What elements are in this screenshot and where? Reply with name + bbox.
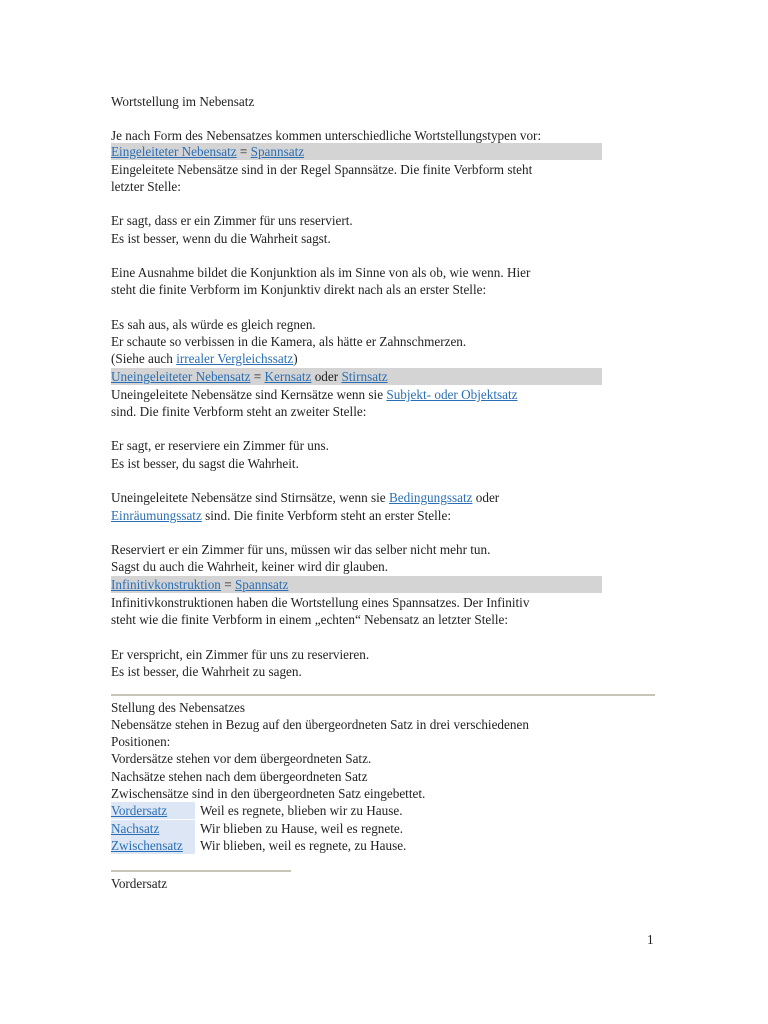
paragraph-line: Vordersätze stehen vor dem übergeordneten Satz.: [111, 751, 372, 766]
table-cell-term: [111, 837, 195, 854]
link-zwischensatz[interactable]: Zwischensatz: [111, 838, 183, 853]
example-sentence: Es ist besser, wenn du die Wahrheit sagst.: [111, 231, 331, 246]
paragraph-line: [111, 489, 499, 506]
paragraph-text: Uneingeleitete Nebensätze sind Stirnsätze, wenn sie: [111, 490, 389, 505]
or-text: oder: [311, 369, 342, 384]
link-eingeleiteter-nebensatz[interactable]: Eingeleiteter Nebensatz: [111, 144, 237, 159]
paragraph-line: Eingeleitete Nebensätze sind in der Regel Spannsätze. Die finite Verbform steht: [111, 162, 533, 177]
section-heading-infinitiv: [111, 576, 602, 593]
paragraph-line: [111, 386, 517, 403]
section-heading-uneingeleitet: [111, 368, 602, 385]
link-irrealer-vergleichssatz[interactable]: irrealer Vergleichssatz: [176, 351, 294, 366]
section-divider: [111, 694, 655, 696]
table-cell-example: Wir blieben zu Hause, weil es regnete.: [200, 821, 404, 836]
example-sentence: Er sagt, dass er ein Zimmer für uns reserviert.: [111, 213, 353, 228]
example-sentence: Reserviert er ein Zimmer für uns, müssen wir das selber nicht mehr tun.: [111, 542, 491, 557]
example-sentence: Er sagt, er reserviere ein Zimmer für uns.: [111, 438, 329, 453]
link-uneingeleiteter-nebensatz[interactable]: Uneingeleiteter Nebensatz: [111, 369, 251, 384]
example-sentence: Er verspricht, ein Zimmer für uns zu reservieren.: [111, 647, 370, 662]
intro-paragraph: Je nach Form des Nebensatzes kommen unterschiedliche Wortstellungstypen vor:: [111, 128, 542, 143]
table-cell-term: [111, 820, 195, 837]
paragraph-line: Infinitivkonstruktionen haben die Wortstellung eines Spannsatzes. Der Infinitiv: [111, 595, 530, 610]
table-cell-example: Wir blieben, weil es regnete, zu Hause.: [200, 838, 407, 853]
page-number: 1: [647, 932, 654, 947]
link-spannsatz-2[interactable]: Spannsatz: [234, 577, 289, 592]
see-also-suffix: ): [293, 351, 298, 366]
paragraph-line: Nachsätze stehen nach dem übergeordneten Satz: [111, 769, 368, 784]
paragraph-text: Uneingeleitete Nebensätze sind Kernsätze wenn sie: [111, 387, 387, 402]
paragraph-line: letzter Stelle:: [111, 179, 181, 194]
link-vordersatz[interactable]: Vordersatz: [111, 803, 168, 818]
see-also-prefix: (Siehe auch: [111, 351, 177, 366]
example-sentence: Es ist besser, die Wahrheit zu sagen.: [111, 664, 302, 679]
paragraph-line: Nebensätze stehen in Bezug auf den übergeordneten Satz in drei verschiedenen: [111, 717, 529, 732]
paragraph-line: [111, 507, 451, 524]
equals-sign: =: [250, 369, 265, 384]
link-bedingungssatz[interactable]: Bedingungssatz: [388, 490, 473, 505]
paragraph-line: sind. Die finite Verbform steht an zweiter Stelle:: [111, 404, 367, 419]
link-spannsatz[interactable]: Spannsatz: [250, 144, 305, 159]
paragraph-text: oder: [472, 490, 500, 505]
example-sentence: Es sah aus, als würde es gleich regnen.: [111, 317, 316, 332]
footer-divider: [111, 870, 291, 872]
stellung-heading: Stellung des Nebensatzes: [111, 700, 246, 715]
link-infinitivkonstruktion[interactable]: Infinitivkonstruktion: [111, 577, 221, 592]
link-subjekt-oder-objektsatz[interactable]: Subjekt- oder Objektsatz: [386, 387, 518, 402]
page-title: Wortstellung im Nebensatz: [111, 94, 255, 109]
see-also-line: [111, 350, 298, 367]
link-nachsatz[interactable]: Nachsatz: [111, 821, 160, 836]
equals-sign: =: [236, 144, 251, 159]
equals-sign: =: [220, 577, 235, 592]
section-heading-eingeleitet: [111, 143, 602, 160]
table-cell-example: Weil es regnete, blieben wir zu Hause.: [200, 803, 403, 818]
example-sentence: Er schaute so verbissen in die Kamera, als hätte er Zahnschmerzen.: [111, 334, 467, 349]
example-sentence: Es ist besser, du sagst die Wahrheit.: [111, 456, 299, 471]
paragraph-line: Eine Ausnahme bildet die Konjunktion als im Sinne von als ob, wie wenn. Hier: [111, 265, 531, 280]
paragraph-line: Zwischensätze sind in den übergeordneten Satz eingebettet.: [111, 786, 426, 801]
footer-heading: Vordersatz: [111, 876, 168, 891]
paragraph-line: Positionen:: [111, 734, 171, 749]
link-kernsatz[interactable]: Kernsatz: [264, 369, 312, 384]
paragraph-line: steht wie die finite Verbform in einem „echten“ Nebensatz an letzter Stelle:: [111, 612, 509, 627]
example-sentence: Sagst du auch die Wahrheit, keiner wird dir glauben.: [111, 559, 389, 574]
link-stirnsatz[interactable]: Stirnsatz: [341, 369, 388, 384]
paragraph-line: steht die finite Verbform im Konjunktiv direkt nach als an erster Stelle:: [111, 282, 487, 297]
paragraph-text: sind. Die finite Verbform steht an erster Stelle:: [201, 508, 451, 523]
link-einraeumungssatz[interactable]: Einräumungssatz: [111, 508, 202, 523]
table-cell-term: [111, 802, 195, 819]
